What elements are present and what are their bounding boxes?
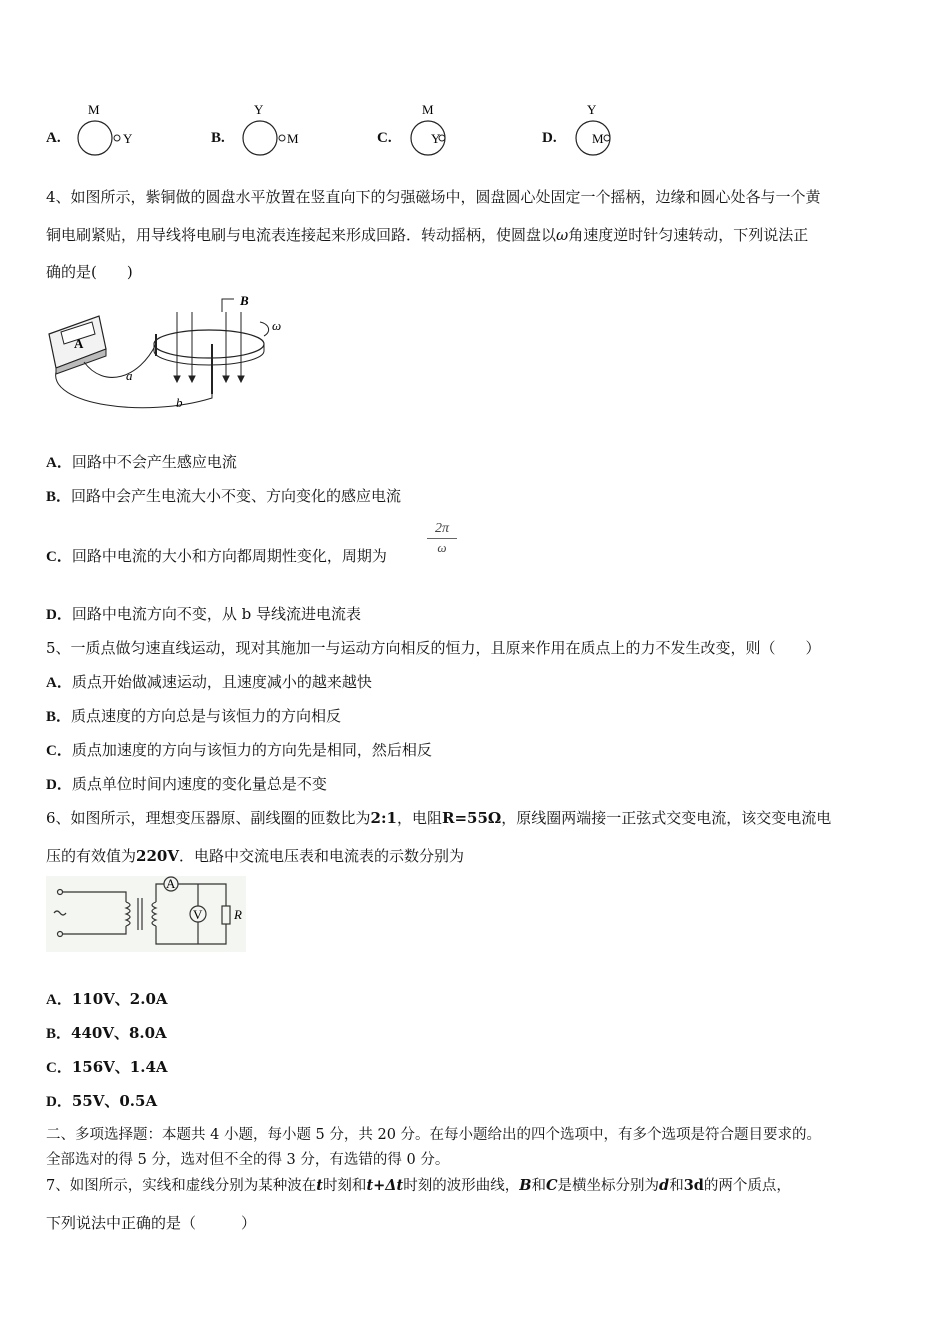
q6-option-d[interactable]: D．55V、0.5A — [46, 1092, 158, 1110]
q4-period-fraction — [427, 520, 457, 557]
section2-line2: 全部选对的得 5 分，选对但不全的得 3 分，有选错的得 0 分。 — [46, 1152, 450, 1168]
ammeter-letter: A — [166, 876, 176, 891]
q3-c-inner-label: Y — [431, 131, 441, 146]
q3-d-small-circle — [604, 135, 610, 141]
q3-a-circle — [78, 121, 112, 155]
q7-stem-line2: 下列说法中正确的是（ ） — [46, 1214, 257, 1232]
q3-d-inner-label: M — [592, 131, 604, 146]
q3-a-side-label: Y — [123, 131, 133, 146]
q5-option-c[interactable]: C．质点加速度的方向与该恒力的方向先是相同，然后相反 — [46, 741, 432, 759]
wire-b — [56, 366, 212, 408]
q5-option-b[interactable]: B．质点速度的方向总是与该恒力的方向相反 — [46, 707, 342, 725]
ammeter-label: A — [74, 336, 84, 351]
q3-c-top-label: M — [422, 102, 434, 117]
q3-b-circle — [243, 121, 277, 155]
q6-option-c[interactable]: C．156V、1.4A — [46, 1058, 168, 1076]
q5-stem: 5、一质点做匀速直线运动，现对其施加一与运动方向相反的恒力，且原来作用在质点上的力不发生改变，则（ ） — [46, 639, 821, 657]
q4-stem-line2: 铜电刷紧贴，用导线将电刷与电流表连接起来形成回路．转动摇柄，使圆盘以ω角速度逆时针匀速转动，下列说法正 — [46, 226, 809, 244]
q5-option-a[interactable]: A．质点开始做减速运动，且速度减小的越来越快 — [46, 673, 372, 691]
q6-option-b[interactable]: B．440V、8.0A — [46, 1024, 167, 1042]
q3-option-a-figure — [70, 98, 150, 168]
q6-transformer-circuit — [46, 876, 246, 952]
q3-b-small-circle — [279, 135, 285, 141]
q3-option-c-figure — [402, 98, 482, 168]
q4-stem-line3: 确的是( ) — [46, 263, 133, 281]
rotation-arrow — [260, 322, 269, 336]
resistor-letter: R — [234, 907, 242, 922]
q3-option-b-label[interactable]: B. — [211, 130, 225, 146]
section2-line1: 二、多项选择题：本题共 4 小题，每小题 5 分，共 20 分。在每小题给出的四个选项中，有多个选项是符合题目要求的。 — [46, 1127, 822, 1143]
omega-label: ω — [272, 318, 282, 333]
copper-disk — [154, 330, 264, 358]
wire-b-label: b — [176, 395, 183, 410]
b-pointer — [222, 299, 234, 312]
q3-option-d-label[interactable]: D. — [542, 130, 557, 146]
q3-option-a-label[interactable]: A. — [46, 130, 61, 146]
q3-b-top-label: Y — [254, 102, 264, 117]
q7-stem-line1: 7、如图所示，实线和虚线分别为某种波在t时刻和t+Δt时刻的波形曲线，B和C是横坐标分别为d和3d的两个质点， — [46, 1177, 791, 1194]
q6-stem-line2: 压的有效值为220V．电路中交流电压表和电流表的示数分别为 — [46, 847, 464, 865]
q4-option-b[interactable]: B．回路中会产生电流大小不变、方向变化的感应电流 — [46, 487, 402, 505]
q3-d-top-label: Y — [587, 102, 597, 117]
q6-option-a[interactable]: A．110V、2.0A — [46, 990, 168, 1008]
q3-option-c-label[interactable]: C. — [377, 130, 392, 146]
voltmeter-letter: V — [193, 907, 203, 922]
q4-disk-generator-figure — [44, 294, 304, 424]
q3-a-top-label: M — [88, 102, 100, 117]
q4-option-c[interactable]: C．回路中电流的大小和方向都周期性变化，周期为 — [46, 547, 387, 565]
wire-a-label: a — [126, 368, 133, 383]
q3-option-d-figure — [566, 98, 646, 168]
field-b-label: B — [240, 293, 249, 308]
q3-b-side-label: M — [287, 131, 299, 146]
q4-stem-line1: 4、如图所示，紫铜做的圆盘水平放置在竖直向下的匀强磁场中，圆盘圆心处固定一个摇柄，边缘和圆心处各与一个黄 — [46, 188, 821, 206]
q5-option-d[interactable]: D．质点单位时间内速度的变化量总是不变 — [46, 775, 327, 793]
q4-option-a[interactable]: A．回路中不会产生感应电流 — [46, 453, 237, 471]
q3-option-b-figure — [235, 98, 315, 168]
period-denominator: ω — [437, 540, 447, 555]
q4-option-d[interactable]: D．回路中电流方向不变，从 b 导线流进电流表 — [46, 605, 361, 623]
period-numerator: 2π — [427, 520, 457, 539]
q3-a-small-circle — [114, 135, 120, 141]
q6-stem-line1: 6、如图所示，理想变压器原、副线圈的匝数比为2:1，电阻R=55Ω，原线圈两端接一正弦式交变电流，该交变电流电 — [46, 809, 832, 827]
